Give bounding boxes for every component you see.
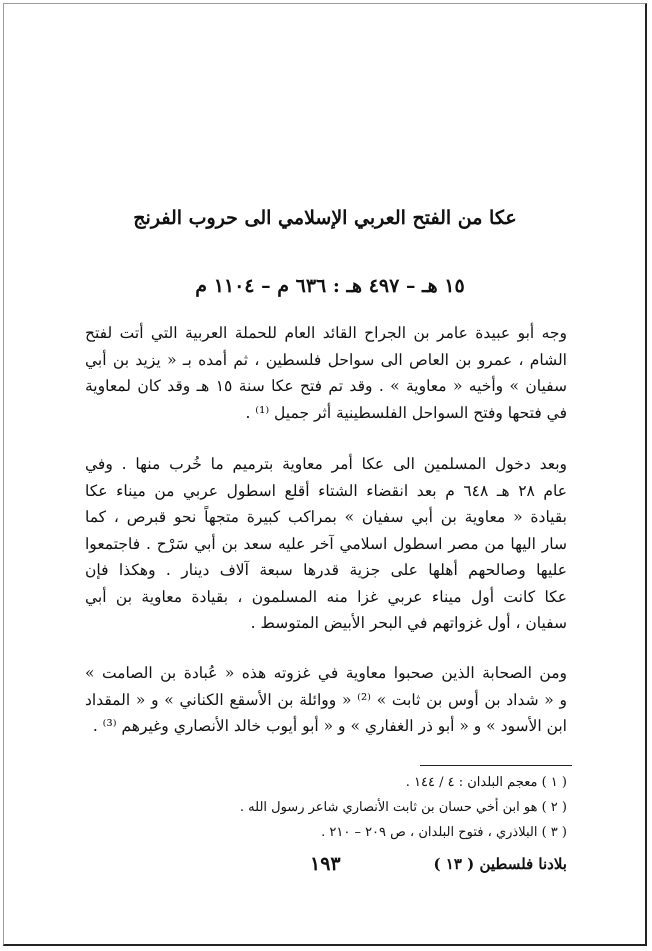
paragraph-3 (85, 660, 567, 740)
text-line: وبعد دخول المسلمين الى عكا أمر معاوية بترميم ما خُرب منها . وفي (85, 455, 567, 473)
footnote-divider (420, 765, 572, 766)
footnote-3: ( ٣ ) البلاذري ، فتوح البلدان ، ص ٢٠٩ – ٢١٠ . (321, 825, 567, 840)
text-line: سار اليها من مصر اسطول اسلامي آخر عليه سعد بن أبي سَرْح . فاجتمعوا (85, 534, 567, 553)
chapter-dates: ١٥ هـ – ٤٩٧ هـ : ٦٣٦ م – ١١٠٤ م (195, 275, 465, 297)
text-line: ابن الأسود » و « أبو ذر الغفاري » و « أبو أيوب خالد الأنصاري وغيرهم ⁽³⁾ . (92, 717, 567, 735)
running-title: بلادنا فلسطين ( ١٣ ) (433, 855, 567, 873)
paragraph-2 (85, 451, 567, 637)
text-line: عام ٢٨ هـ ٦٤٨ م بعد انقضاء الشتاء أقلع اسطول عربي من ميناء عكا (85, 481, 567, 500)
page-number: ١٩٣ (310, 853, 341, 875)
footnotes (85, 770, 567, 845)
text-line: سفيان » وأخيه « معاوية » . وقد تم فتح عكا سنة ١٥ هـ وقد كان لمعاوية (85, 377, 567, 395)
text-line: عكا كانت أول ميناء عربي غزا منه المسلمون ، بقيادة معاوية بن أبي (85, 587, 567, 606)
text-line: عليها وصالحهم أهلها على جزية قدرها سبعة آلاف دينار . وهكذا فإن (85, 561, 567, 579)
footnote-2: ( ٢ ) هو ابن أخي حسان بن ثابت الأنصاري شاعر رسول الله . (239, 800, 567, 815)
chapter-title: عكا من الفتح العربي الإسلامي الى حروب الفرنج (133, 207, 517, 229)
text-line: الشام ، عمرو بن العاص الى سواحل فلسطين ، ثم أمده بـ « يزيد بن أبي (85, 350, 567, 369)
text-line: وجه أبو عبيدة عامر بن الجراح القائد العام للحملة العربية التي أتت لفتح (85, 324, 567, 342)
page-footer (85, 855, 567, 879)
text-line: بقيادة « معاوية بن أبي سفيان » بمراكب كبيرة متجهاً نحو قبرص ، كما (85, 508, 567, 526)
text-line: في فتحها وفتح السواحل الفلسطينية أثر جميل ⁽¹⁾ . (245, 403, 567, 422)
text-line: سفيان ، أول غزواتهم في البحر الأبيض المتوسط . (250, 614, 567, 632)
text-line: و « شداد بن أوس بن ثابت » ⁽²⁾ « ووائلة بن الأسقع الكناني » و « المقداد (85, 690, 567, 709)
text-line: ومن الصحابة الذين صحبوا معاوية في غزوته هذه « عُبادة بن الصامت » (85, 664, 567, 682)
paragraph-1 (85, 320, 567, 426)
footnote-1: ( ١ ) معجم البلدان : ٤ / ١٤٤ . (405, 775, 567, 790)
